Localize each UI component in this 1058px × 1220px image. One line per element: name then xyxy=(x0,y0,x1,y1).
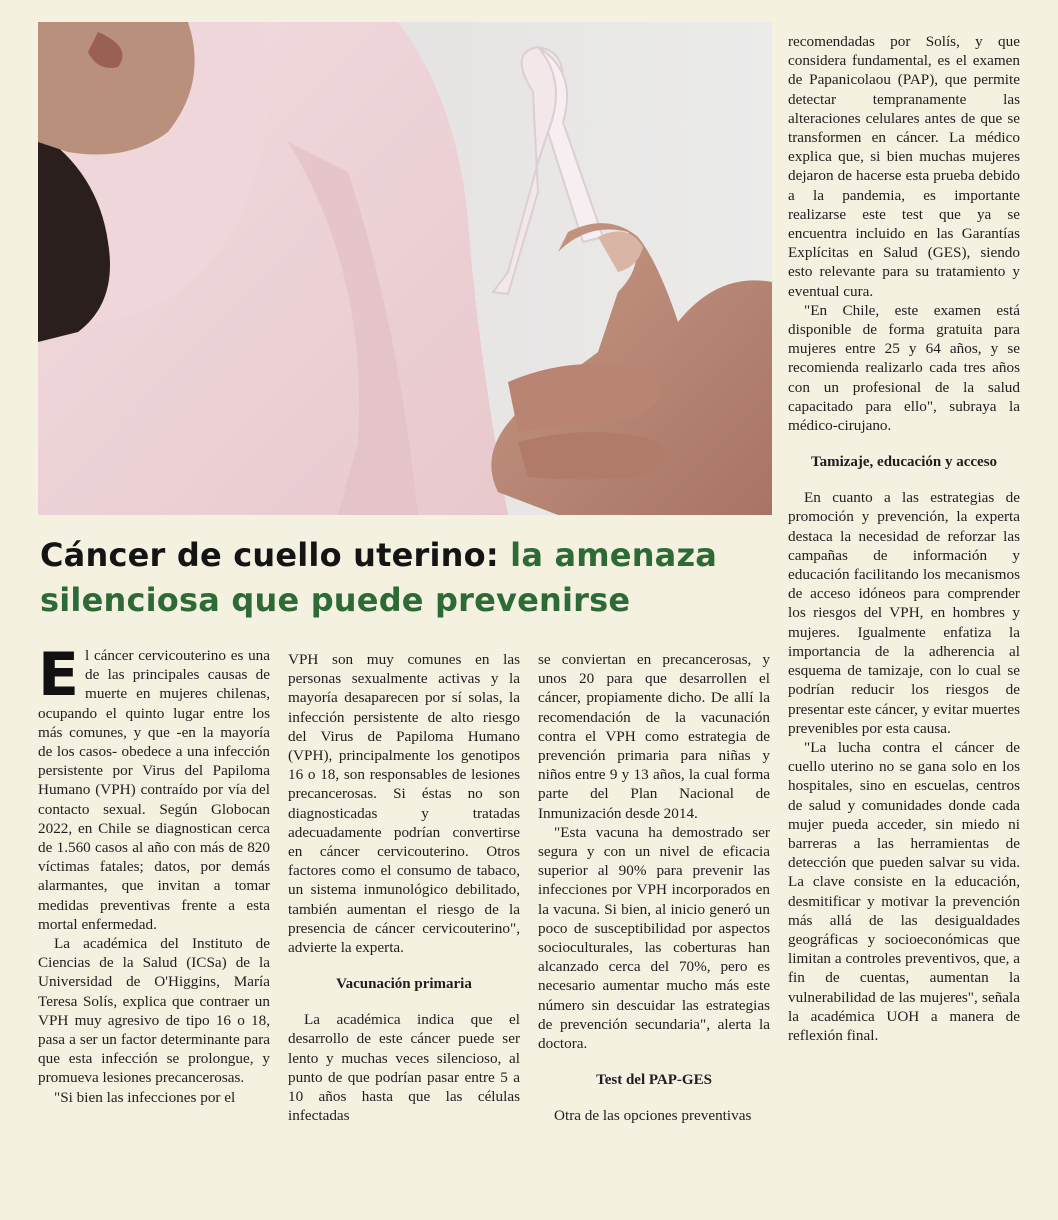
section-heading-vacunacion: Vacunación primaria xyxy=(336,976,472,993)
paragraph: VPH son muy comunes en las personas sexualmente activas y la mayoría desaparecen por sí solas, la infección persistente de alto riesgo del Virus de Papiloma Humano (VPH), principalmente los genotipos 16 o 18, son responsables de lesiones precancerosas. Si éstas no son diagnosticadas y tratadas adecuadamente podrían convertirse en cáncer cervicouterino. Otros factores como el consumo de tabaco, un sistema inmunológico debilitado, también aumentan el riesgo de la presencia de cáncer cervicouterino", advierte la experta. xyxy=(288,651,520,957)
article-photo xyxy=(38,22,772,515)
paragraph: "La lucha contra el cáncer de cuello uterino no se gana solo en los hospitales, sino en escuelas, centros de salud y comunidades donde cada mujer pueda acceder, sin miedo ni barreras a las herramientas de detección que pueden salvar su vida. La clave consiste en la educación, desmitificar y motivar la prevención más allá de las desigualdades geográficas y socioeconómicas que limitan a controles preventivos, que, a fin de cuentas, aumentan la vulnerabilidad de las mujeres", señala la académica UOH a manera de reflexión final. xyxy=(788,738,1020,1044)
article-column-4 xyxy=(788,32,1020,1045)
headline-part-2: la amenaza silenciosa que puede prevenirse xyxy=(40,536,718,619)
paragraph: recomendadas por Solís, y que considera fundamental, es el examen de Papanicolaou (PAP), que permite detectar tempranamente las alteraciones celulares antes de que se transformen en cáncer. La médico explica que, si bien muchas mujeres dejaron de hacerse esta prueba debido a la pandemia, es importante realizarse este test que ya se encuentra incluido en las Garantías Explícitas en Salud (GES), siendo esto relevante para su tratamiento y eventual cura. xyxy=(788,33,1020,300)
pink-ribbon-photo-icon xyxy=(38,22,772,515)
paragraph: "En Chile, este examen está disponible de forma gratuita para mujeres entre 25 y 64 años, y se recomienda realizarlo cada tres años con un profesional de la salud capacitado para ello", subraya la médico-cirujano. xyxy=(788,301,1020,435)
paragraph: La académica indica que el desarrollo de este cáncer puede ser lento y muchas veces silencioso, al punto de que podrían pasar entre 5 a 10 años hasta que las células infectadas xyxy=(288,1011,520,1125)
article-column-2 xyxy=(288,650,520,1125)
headline-part-1: Cáncer de cuello uterino: xyxy=(40,536,499,574)
paragraph: "Esta vacuna ha demostrado ser segura y con un nivel de eficacia superior al 90% para prevenir las infecciones por VPH incorporados en la vacuna. Si bien, al inicio generó un poco de susceptibilidad por aspectos socioculturales, las coberturas han alcanzado cerca del 70%, pero es necesario aumentar mucho más este número sin descuidar las estrategias de prevención secundaria", alerta la doctora. xyxy=(538,823,770,1053)
paragraph: se conviertan en precancerosas, y unos 20 para que desarrollen el cáncer, propiamente dicho. De allí la recomendación de la vacunación contra el VPH como estrategia de prevención primaria para niñas y niños entre 9 y 13 años, la cual forma parte del Plan Nacional de Inmunización desde 2014. xyxy=(538,651,770,822)
article-column-3 xyxy=(538,650,770,1125)
paragraph: l cáncer cervicouterino es una de las principales causas de muerte en mujeres chilenas, ocupando el quinto lugar entre los más comunes, y que -en la mayoría de los casos- obedece a una infección persistente por Virus del Papiloma Humano (VPH) contraído por vía del contacto sexual. Según Globocan 2022, en Chile se diagnostican cerca de 1.560 casos al año con más de 820 víctimas fatales; datos, por demás alarmantes, que invitan a tomar medidas preventivas frente a esta mortal enfermedad. xyxy=(38,647,270,933)
article-column-1 xyxy=(38,640,270,1107)
paragraph: "Si bien las infecciones por el xyxy=(54,1088,236,1106)
section-heading-test-pap: Test del PAP-GES xyxy=(596,1072,712,1089)
article-headline xyxy=(40,533,775,623)
paragraph: Otra de las opciones preventivas xyxy=(554,1107,752,1125)
paragraph: En cuanto a las estrategias de promoción y prevención, la experta destaca la necesidad de reforzar las campañas de información y educación facilitando los mecanismos de acceso idóneos para comprender los riesgos del VPH, en hombres y mujeres. Igualmente enfatiza la importancia de la adherencia al esquema de tamizaje, con lo cual se podrían reducir los riesgos de presentar este cáncer, y evitar muertes prevenibles por esta causa. xyxy=(788,489,1020,737)
paragraph: La académica del Instituto de Ciencias de la Salud (ICSa) de la Universidad de O'Higgins, María Teresa Solís, explica que contraer un VPH muy agresivo de tipo 16 o 18, pasa a ser un factor determinante para que esta infección se prolongue, y promueva lesiones precancerosas. xyxy=(38,935,270,1087)
section-heading-tamizaje: Tamizaje, educación y acceso xyxy=(810,454,998,471)
drop-cap: E xyxy=(38,640,79,710)
